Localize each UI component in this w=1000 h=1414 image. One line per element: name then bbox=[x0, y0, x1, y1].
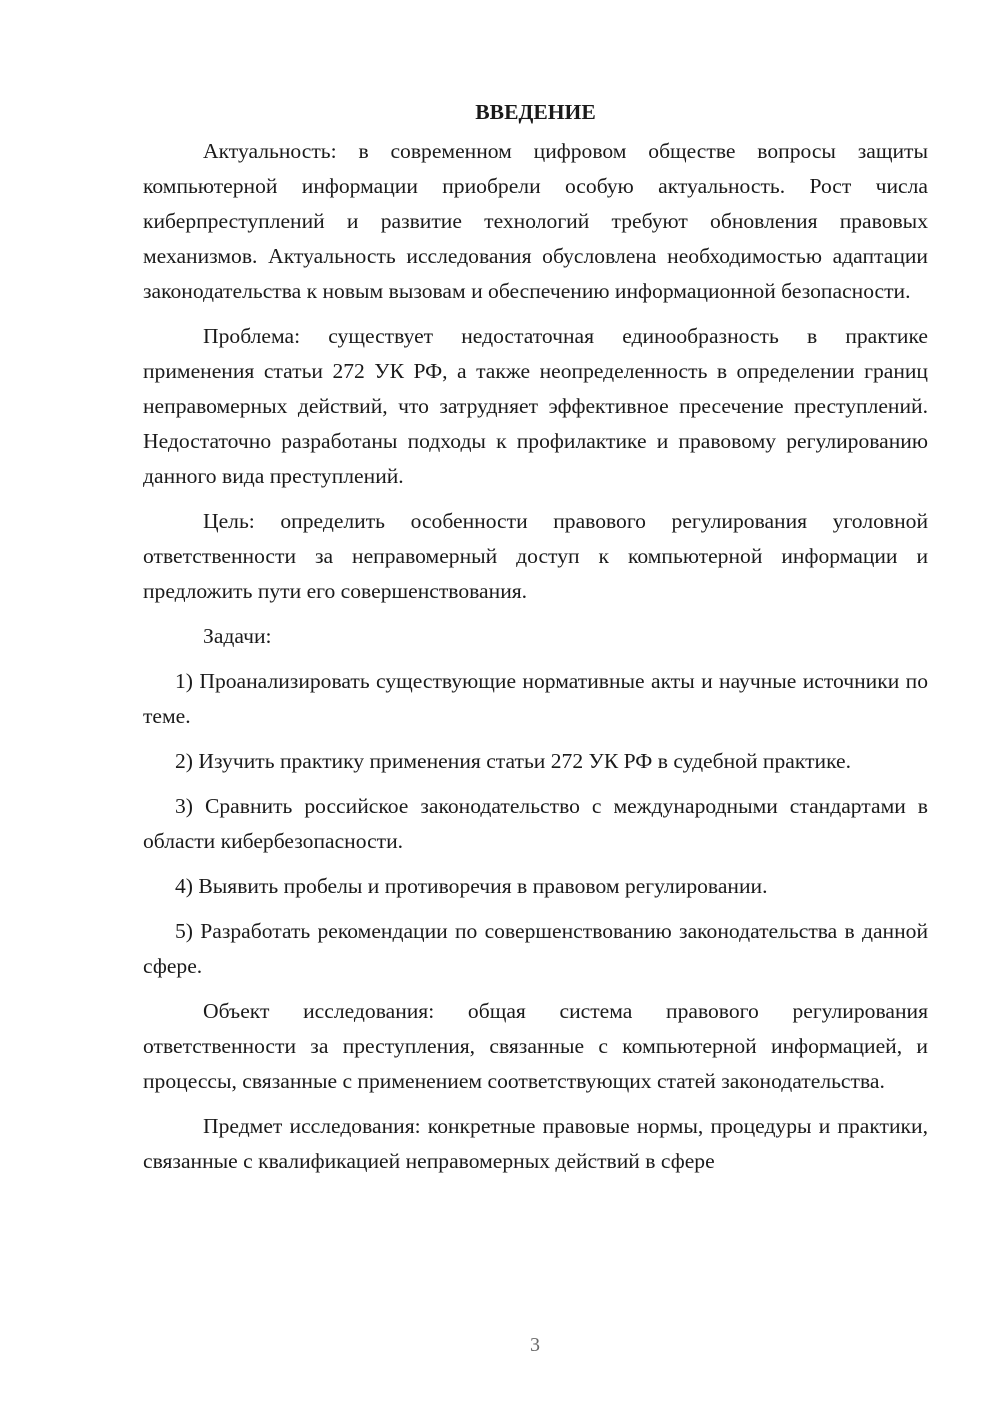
task-item-1: 1) Проанализировать существующие нормативные акты и научные источники по теме. bbox=[143, 669, 928, 728]
task-item-2: 2) Изучить практику применения статьи 272 УК РФ в судебной практике. bbox=[175, 749, 852, 773]
section-title: ВВЕДЕНИЕ bbox=[475, 100, 596, 124]
paragraph-goal: Цель: определить особенности правового регулирования уголовной ответственности за неправомерный доступ к компьютерной информации и предложить пути его совершенствования. bbox=[143, 509, 928, 603]
page-number: 3 bbox=[530, 1334, 540, 1356]
task-item-4: 4) Выявить пробелы и противоречия в правовом регулировании. bbox=[175, 874, 768, 898]
paragraph-tasks-heading: Задачи: bbox=[203, 624, 272, 648]
paragraph-object: Объект исследования: общая система правового регулирования ответственности за преступления, связанные с компьютерной информацией, и процессы, связанные с применением соответствующих статей законодательства. bbox=[143, 999, 928, 1093]
page-content bbox=[143, 95, 928, 1189]
paragraph-relevance: Актуальность: в современном цифровом обществе вопросы защиты компьютерной информации приобрели особую актуальность. Рост числа киберпреступлений и развитие технологий требуют обновления правовых механизмов. Актуальность исследования обусловлена необходимостью адаптации законодательства к новым вызовам и обеспечению информационной безопасности. bbox=[143, 139, 928, 303]
task-item-3: 3) Сравнить российское законодательство с международными стандартами в области кибербезопасности. bbox=[143, 794, 928, 853]
paragraph-subject: Предмет исследования: конкретные правовые нормы, процедуры и практики, связанные с квалификацией неправомерных действий в сфере bbox=[143, 1114, 928, 1173]
paragraph-problem: Проблема: существует недостаточная единообразность в практике применения статьи 272 УК РФ, а также неопределенность в определении границ неправомерных действий, что затрудняет эффективное пресечение преступлений. Недостаточно разработаны подходы к профилактике и правовому регулированию данного вида преступлений. bbox=[143, 324, 928, 488]
task-item-5: 5) Разработать рекомендации по совершенствованию законодательства в данной сфере. bbox=[143, 919, 928, 978]
